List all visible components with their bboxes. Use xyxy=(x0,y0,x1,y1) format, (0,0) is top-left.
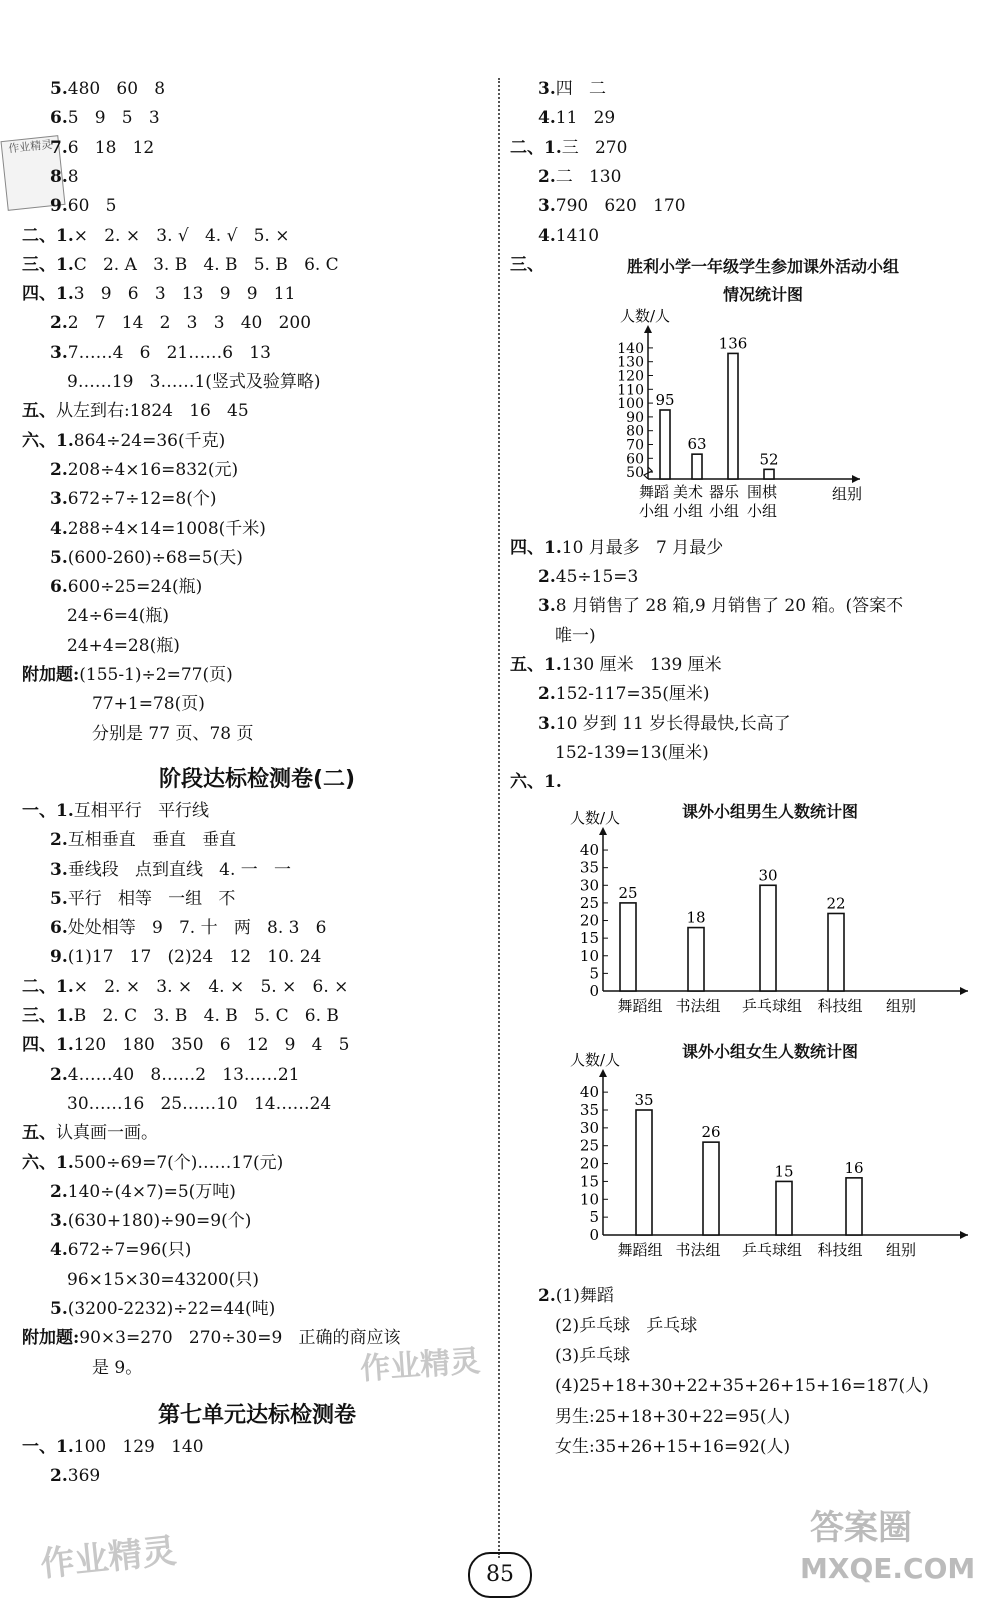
category-label: 科技组 xyxy=(817,996,863,1015)
answer-text: 90×3=270 270÷30=9 正确的商应该 xyxy=(79,1328,401,1349)
bar xyxy=(776,1181,792,1235)
category-label: 舞蹈组 xyxy=(617,996,663,1015)
answer-label: 6. xyxy=(50,918,68,939)
answer-line xyxy=(50,312,311,334)
y-tick-label: 30 xyxy=(579,1118,599,1137)
y-tick-label: 20 xyxy=(579,911,599,930)
answer-label: 二、1. xyxy=(22,976,74,997)
y-axis-arrow xyxy=(644,325,652,333)
answer-label: 6. xyxy=(50,577,68,598)
category-label: 美术 xyxy=(672,482,704,501)
page-number: 85 xyxy=(468,1552,532,1598)
chart-title-line2: 情况统计图 xyxy=(722,284,803,304)
category-label: 乒乓球组 xyxy=(741,996,803,1015)
answer-text: 672÷7÷12=8(个) xyxy=(67,489,217,510)
answer-label: 2. xyxy=(50,830,68,851)
answer-text: 是 9。 xyxy=(92,1357,143,1378)
answer-label: 3. xyxy=(50,342,68,363)
x-axis-arrow xyxy=(960,1231,968,1239)
answer-line xyxy=(67,635,180,657)
category-label: 小组 xyxy=(672,501,704,520)
answer-line xyxy=(538,1285,614,1307)
answer-line xyxy=(22,1122,158,1144)
y-tick-label: 100 xyxy=(617,395,644,412)
answer-line xyxy=(67,1093,331,1115)
answer-line xyxy=(50,1239,191,1261)
answer-text: 5 9 5 3 xyxy=(67,108,160,129)
answer-text: 从左到右:1824 16 45 xyxy=(56,401,249,422)
answer-label: 六、1. xyxy=(22,430,74,451)
x-axis-arrow xyxy=(960,987,968,995)
data-label: 26 xyxy=(701,1122,721,1141)
answer-text: 672÷7=96(只) xyxy=(67,1240,192,1261)
answer-label: 四、1. xyxy=(22,1035,74,1056)
answer-text: 140÷(4×7)=5(万吨) xyxy=(67,1181,236,1202)
section-title: 第七单元达标检测卷 xyxy=(157,1402,356,1428)
answer-label: 3. xyxy=(50,489,68,510)
y-tick-label: 40 xyxy=(579,840,599,859)
data-label: 16 xyxy=(844,1158,864,1177)
answer-label: 5. xyxy=(50,1299,68,1319)
chart-title: 课外小组女生人数统计图 xyxy=(681,1041,858,1061)
answer-label xyxy=(510,254,544,276)
answer-text: 垂线段 点到直线 4. 一 一 xyxy=(67,859,292,880)
answer-text: 30……16 25……10 14……24 xyxy=(67,1093,332,1114)
answer-text: 处处相等 9 7. 十 两 8. 3 6 xyxy=(67,918,327,939)
answer-label: 六、1. xyxy=(22,1152,74,1173)
bar xyxy=(688,927,704,990)
answer-label: 二、1. xyxy=(22,225,74,246)
x-axis-arrow xyxy=(852,475,860,483)
y-tick-label: 0 xyxy=(589,981,599,1000)
answer-line xyxy=(50,342,271,364)
y-tick-label: 60 xyxy=(626,451,644,468)
answer-label: 2. xyxy=(50,1181,68,1202)
answer-text: 10 岁到 11 岁长得最快,长高了 xyxy=(555,713,791,734)
data-label: 18 xyxy=(686,908,706,927)
answer-line xyxy=(555,625,596,647)
answer-text: (4)25+18+30+22+35+26+15+16=187(人) xyxy=(555,1376,929,1397)
answer-line xyxy=(67,371,321,393)
category-label: 器乐 xyxy=(708,482,740,501)
y-tick-label: 130 xyxy=(617,354,644,371)
answer-text: 11 29 xyxy=(555,108,616,129)
data-label: 15 xyxy=(774,1161,794,1180)
y-axis-arrow xyxy=(599,827,607,835)
category-label: 小组 xyxy=(638,501,670,520)
answer-line xyxy=(92,693,205,715)
section-title: 阶段达标检测卷(二) xyxy=(158,766,356,792)
answer-line xyxy=(22,225,290,247)
answer-line xyxy=(50,829,236,851)
answer-text: 24+4=28(瓶) xyxy=(67,635,180,656)
answer-text: 208÷4×16=832(元) xyxy=(67,459,239,480)
answer-label: 二、1. xyxy=(510,137,562,158)
answer-label: 5. xyxy=(50,547,68,568)
bar xyxy=(764,469,774,479)
answer-text: (3200-2232)÷22=44(吨) xyxy=(67,1299,276,1319)
answer-label: 2. xyxy=(50,313,68,334)
y-tick-label: 80 xyxy=(626,423,644,440)
data-label: 136 xyxy=(718,334,748,353)
category-label: 书法组 xyxy=(675,1240,721,1259)
answer-label: 5. xyxy=(50,79,68,99)
answer-line xyxy=(50,859,291,881)
bar xyxy=(828,913,844,991)
answer-line xyxy=(538,107,615,129)
answer-text: 369 xyxy=(67,1466,101,1487)
answer-text: 二 130 xyxy=(555,166,622,187)
answer-text: 2 7 14 2 3 3 40 200 xyxy=(67,313,312,334)
answer-label: 五、 xyxy=(22,1123,56,1144)
answer-line xyxy=(50,1181,236,1203)
y-tick-label: 40 xyxy=(579,1082,599,1101)
answer-line xyxy=(50,166,79,188)
answer-line xyxy=(538,566,638,588)
y-tick-label: 15 xyxy=(579,928,599,947)
answer-text: 24÷6=4(瓶) xyxy=(67,606,170,627)
y-tick-label: 70 xyxy=(626,437,644,454)
answer-line xyxy=(555,1345,630,1367)
y-tick-label: 140 xyxy=(617,340,644,357)
answer-text: 8 月销售了 28 箱,9 月销售了 20 箱。(答案不 xyxy=(555,596,904,617)
y-tick-label: 90 xyxy=(626,409,644,426)
answer-line xyxy=(510,654,722,676)
answer-line xyxy=(510,137,627,159)
answer-text: 9……19 3……1(竖式及验算略) xyxy=(67,372,321,392)
answer-text: (1)舞蹈 xyxy=(555,1285,614,1306)
answer-text: 10 月最多 7 月最少 xyxy=(561,537,724,558)
category-label: 科技组 xyxy=(817,1240,863,1259)
answer-label: 2. xyxy=(50,459,68,480)
answer-text: (1)17 17 (2)24 12 10. 24 xyxy=(67,947,322,968)
answer-text: 互相垂直 垂直 垂直 xyxy=(67,830,237,851)
answer-label: 2. xyxy=(50,1064,68,1085)
y-tick-label: 10 xyxy=(579,1189,599,1208)
answer-line xyxy=(50,1298,275,1320)
answer-line xyxy=(50,1465,100,1487)
answer-line xyxy=(22,283,295,305)
data-label: 30 xyxy=(758,865,778,884)
answer-line xyxy=(555,1436,790,1458)
answer-line xyxy=(50,195,116,217)
bar xyxy=(636,1110,652,1235)
answer-text: 唯一) xyxy=(555,625,596,646)
answer-line xyxy=(538,166,621,188)
answer-label: 2. xyxy=(538,567,556,588)
answer-line xyxy=(555,1375,929,1397)
answer-label: 五、1. xyxy=(510,655,562,675)
y-tick-label: 25 xyxy=(579,893,599,912)
answer-label: 附加题: xyxy=(22,665,80,685)
answer-label: 2. xyxy=(538,1285,556,1306)
answer-label: 4. xyxy=(538,225,556,246)
answer-line xyxy=(50,78,165,100)
answer-line xyxy=(50,107,160,129)
answer-line xyxy=(50,547,243,569)
answer-line xyxy=(50,1210,251,1232)
answer-line xyxy=(92,723,253,745)
category-label: 书法组 xyxy=(675,996,721,1015)
x-axis-label: 组别 xyxy=(886,1240,917,1259)
answer-text: 6 18 12 xyxy=(67,137,155,158)
bar-chart xyxy=(600,306,900,524)
answer-text: × 2. × 3. × 4. × 5. × 6. × xyxy=(73,976,349,997)
answer-text: 100 129 140 xyxy=(73,1436,204,1457)
data-label: 22 xyxy=(826,893,846,912)
answer-line xyxy=(22,664,233,686)
y-tick-label: 10 xyxy=(579,946,599,965)
answer-text: 3 9 6 3 13 9 9 11 xyxy=(73,284,296,305)
answer-line xyxy=(67,1269,259,1291)
answer-text: C 2. A 3. B 4. B 5. B 6. C xyxy=(73,254,339,275)
answer-line xyxy=(50,576,202,598)
answer-text: 女生:35+26+15+16=92(人) xyxy=(555,1437,791,1457)
answer-line xyxy=(50,917,327,939)
answer-text: B 2. C 3. B 4. B 5. C 6. B xyxy=(73,1006,339,1026)
answer-line xyxy=(538,225,599,247)
answer-line xyxy=(92,1357,142,1379)
answer-text: 分别是 77 页、78 页 xyxy=(92,723,254,744)
bar xyxy=(660,410,670,479)
answer-text: 480 60 8 xyxy=(67,79,166,99)
answer-line xyxy=(22,800,209,822)
answer-text: 77+1=78(页) xyxy=(92,694,205,715)
answer-text: 790 620 170 xyxy=(555,196,686,217)
y-tick-label: 30 xyxy=(579,875,599,894)
answer-line xyxy=(50,888,235,910)
y-axis-label: 人数/人 xyxy=(570,808,621,827)
answer-text: 平行 相等 一组 不 xyxy=(67,888,236,909)
answer-line xyxy=(50,1064,300,1086)
answer-line xyxy=(22,1005,339,1027)
answer-text: (630+180)÷90=9(个) xyxy=(67,1211,252,1232)
answer-text: 130 厘米 139 厘米 xyxy=(561,655,722,675)
answer-text: 120 180 350 6 12 9 4 5 xyxy=(73,1035,350,1056)
y-tick-label: 15 xyxy=(579,1171,599,1190)
answer-text: 男生:25+18+30+22=95(人) xyxy=(555,1406,791,1427)
answer-text: 288÷4×14=1008(千米) xyxy=(67,518,266,539)
column-divider xyxy=(498,78,500,1558)
chart-title: 课外小组男生人数统计图 xyxy=(681,801,858,821)
answer-label: 4. xyxy=(50,518,68,539)
answer-label-text: 三、 xyxy=(510,254,544,275)
answer-label: 9. xyxy=(50,196,68,217)
category-label: 小组 xyxy=(708,501,740,520)
answer-text: 1410 xyxy=(555,225,600,246)
bar xyxy=(728,353,738,479)
answer-label: 三、1. xyxy=(22,1006,74,1026)
answer-label: 一、1. xyxy=(22,800,74,821)
answer-line xyxy=(538,195,686,217)
answer-label: 3. xyxy=(538,79,556,99)
y-tick-label: 50 xyxy=(626,464,644,481)
answer-line xyxy=(22,400,249,422)
y-axis-label: 人数/人 xyxy=(570,1050,621,1069)
answer-label: 2. xyxy=(50,1466,68,1487)
y-tick-label: 5 xyxy=(589,963,599,982)
x-axis-label: 组别 xyxy=(832,484,863,503)
answer-text: 7……4 6 21……6 13 xyxy=(67,342,271,363)
answer-label: 2. xyxy=(538,166,556,187)
category-label: 小组 xyxy=(746,501,778,520)
answer-line xyxy=(510,771,562,793)
answer-text: 864÷24=36(千克) xyxy=(73,430,226,451)
answer-text: 8 xyxy=(67,166,79,187)
answer-text: 600÷25=24(瓶) xyxy=(67,577,203,598)
data-label: 52 xyxy=(759,450,779,469)
answer-line xyxy=(555,1406,790,1428)
x-axis-label: 组别 xyxy=(886,996,917,1015)
answer-line xyxy=(538,683,710,705)
answer-text: 500÷69=7(个)……17(元) xyxy=(73,1152,284,1173)
answer-label: 3. xyxy=(50,859,68,880)
answer-label: 5. xyxy=(50,888,68,909)
bar xyxy=(760,885,776,991)
y-axis-label: 人数/人 xyxy=(620,306,671,325)
y-tick-label: 110 xyxy=(617,382,644,399)
answer-label: 3. xyxy=(538,596,556,617)
answer-text: 四 二 xyxy=(555,79,606,99)
answer-label: 4. xyxy=(50,1240,68,1261)
answer-text: (600-260)÷68=5(天) xyxy=(67,547,243,568)
answer-label: 三、1. xyxy=(22,254,74,275)
answer-label: 8. xyxy=(50,166,68,187)
category-label: 舞蹈组 xyxy=(617,1240,663,1259)
answer-label: 四、1. xyxy=(22,284,74,305)
category-label: 围棋 xyxy=(746,482,778,501)
answer-line xyxy=(555,742,709,764)
answer-line xyxy=(22,1327,400,1349)
answer-text: 152-117=35(厘米) xyxy=(555,684,710,705)
answer-line xyxy=(538,713,791,735)
y-tick-label: 35 xyxy=(579,1100,599,1119)
answer-text: × 2. × 3. √ 4. √ 5. × xyxy=(73,225,290,246)
answer-text: 60 5 xyxy=(67,196,117,217)
watermark: MXQE.COM xyxy=(800,1552,976,1585)
answer-line xyxy=(50,459,238,481)
y-axis-arrow xyxy=(599,1069,607,1077)
answer-text: (3)乒乓球 xyxy=(555,1346,631,1367)
answer-text: 4……40 8……2 13……21 xyxy=(67,1064,300,1085)
answer-text: 96×15×30=43200(只) xyxy=(67,1269,259,1290)
answer-line xyxy=(22,1436,204,1458)
category-label: 舞蹈 xyxy=(638,482,670,501)
answer-text: 45÷15=3 xyxy=(555,567,639,588)
bar xyxy=(692,454,702,479)
data-label: 95 xyxy=(655,390,675,409)
watermark: 答案圈 xyxy=(810,1508,912,1548)
y-tick-label: 0 xyxy=(589,1225,599,1244)
answer-label: 六、1. xyxy=(510,772,562,793)
y-tick-label: 5 xyxy=(589,1207,599,1226)
answer-label: 附加题: xyxy=(22,1328,80,1349)
bar xyxy=(703,1142,719,1235)
watermark: 作业精灵 xyxy=(38,1530,179,1585)
answer-label: 9. xyxy=(50,947,68,968)
watermark: 作业精灵 xyxy=(359,1343,482,1388)
answer-line xyxy=(22,430,225,452)
answer-line xyxy=(50,137,154,159)
y-tick-label: 25 xyxy=(579,1136,599,1155)
answer-line xyxy=(538,78,606,100)
y-tick-label: 120 xyxy=(617,368,644,385)
data-label: 35 xyxy=(634,1090,654,1109)
answer-line xyxy=(555,1315,697,1337)
answer-text: 互相平行 平行线 xyxy=(73,800,209,821)
stamp-logo: 作业精灵 xyxy=(1,135,66,211)
data-label: 25 xyxy=(618,883,638,902)
chart-title: 胜利小学一年级学生参加课外活动小组 xyxy=(626,256,899,276)
answer-line xyxy=(22,976,348,998)
answer-line xyxy=(22,254,339,276)
answer-line xyxy=(50,518,266,540)
y-tick-label: 20 xyxy=(579,1154,599,1173)
category-label: 乒乓球组 xyxy=(741,1240,803,1259)
answer-label: 五、 xyxy=(22,401,56,422)
answer-text: 认真画一画。 xyxy=(56,1123,158,1144)
answer-line xyxy=(50,946,321,968)
answer-text: (155-1)÷2=77(页) xyxy=(79,665,233,685)
bar xyxy=(846,1177,862,1234)
answer-label: 4. xyxy=(538,108,556,129)
answer-line xyxy=(67,605,169,627)
answer-label: 3. xyxy=(538,713,556,734)
answer-text: 三 270 xyxy=(561,137,628,158)
answer-label: 一、1. xyxy=(22,1436,74,1457)
answer-line xyxy=(22,1152,283,1174)
answer-text: 152-139=13(厘米) xyxy=(555,742,709,763)
data-label: 63 xyxy=(687,434,707,453)
answer-line xyxy=(510,537,723,559)
answer-line xyxy=(538,595,903,617)
answer-label: 3. xyxy=(50,1211,68,1232)
answer-label: 6. xyxy=(50,108,68,129)
answer-line xyxy=(50,488,216,510)
answer-label: 四、1. xyxy=(510,537,562,558)
bar xyxy=(620,902,636,990)
answer-label: 2. xyxy=(538,684,556,705)
y-tick-label: 35 xyxy=(579,858,599,877)
answer-label: 3. xyxy=(538,196,556,217)
answer-text: (2)乒乓球 乒乓球 xyxy=(555,1315,698,1336)
answer-line xyxy=(22,1034,349,1056)
answer-label: 7. xyxy=(50,137,68,158)
